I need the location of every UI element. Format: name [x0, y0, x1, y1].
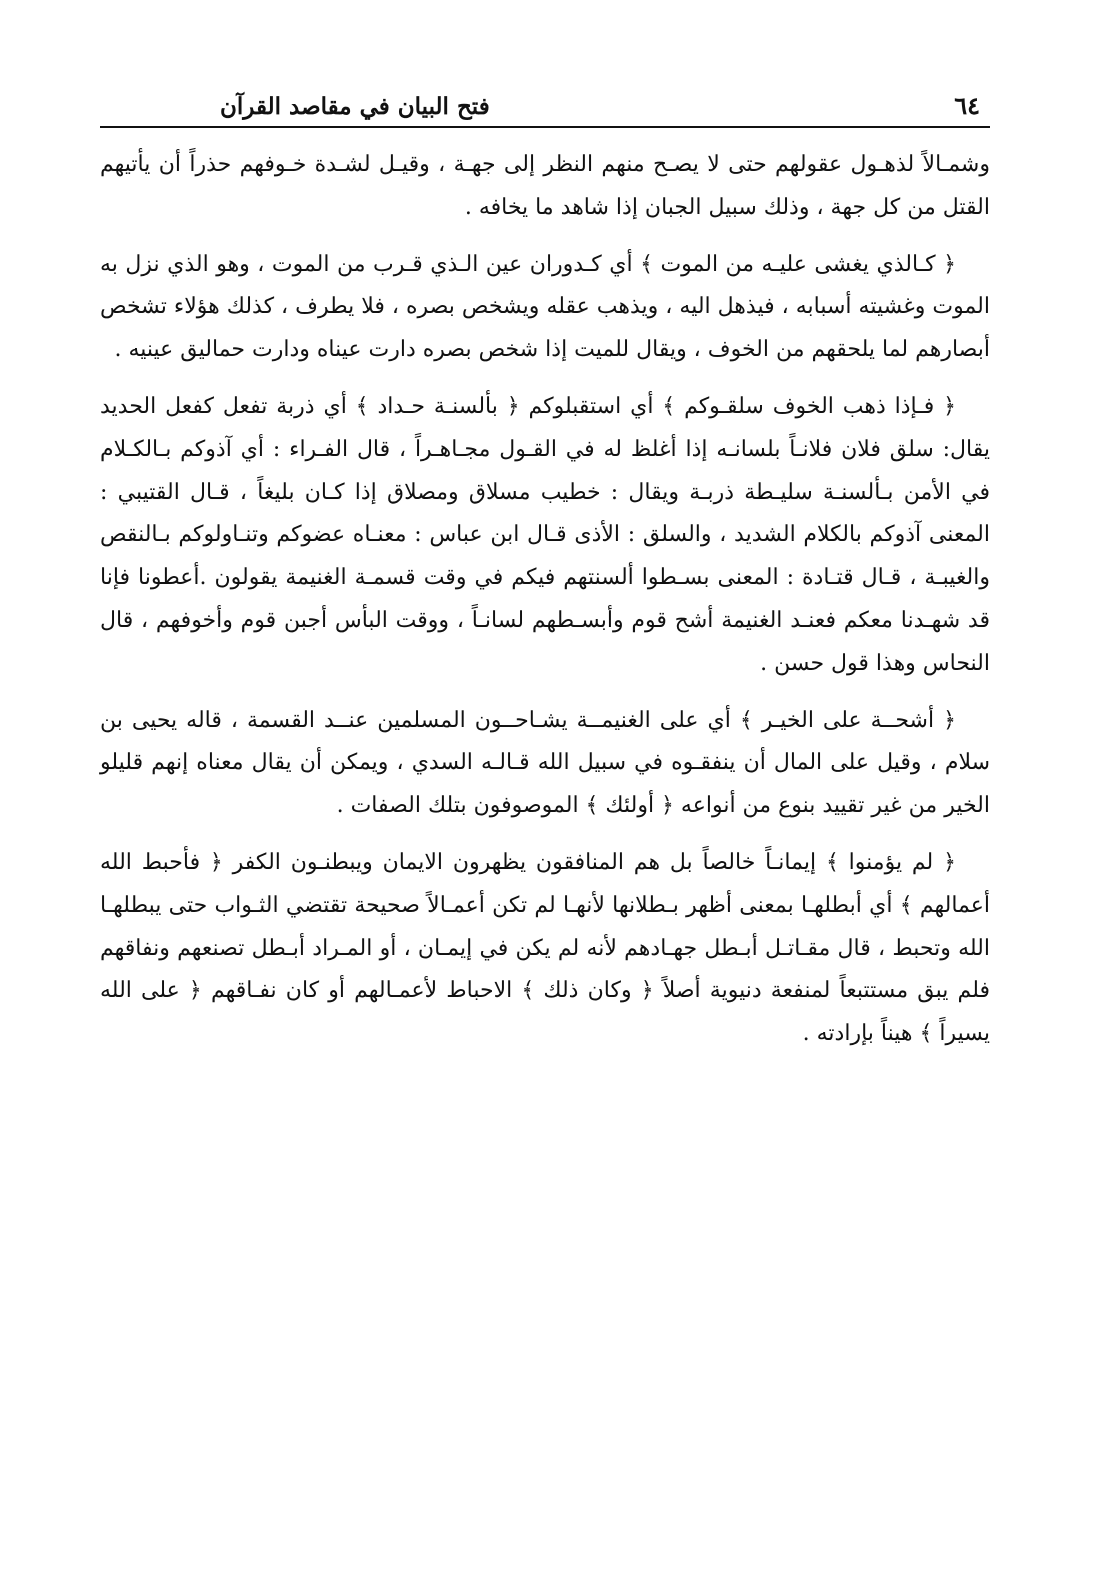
paragraph: ﴿ فـإذا ذهب الخوف سلقـوكم ﴾ أي استقبلوكم ﴿ بألسنـة حـداد ﴾ أي ذربة تفعل كفعل الحديد يقال: سلق فلان فلانـاً بلسانـه إذا أغلظ له في القـول مجـاهـراً ، قال الفـراء : أي آذوكم بـالكـلام في الأمن بـألسنـة سليـطة ذربـة ويقال : خطيب مسلاق ومصلاق إذا كـان بليغاً ، قـال القتيبي : المعنى آذوكم بالكلام الشديد ، والسلق : الأذى قـال ابن عباس : معنـاه عضوكم وتنـاولوكم بـالنقص والغيبـة ، قـال قتـادة : المعنى بسـطوا ألسنتهم فيكم في وقت قسمـة الغنيمة يقولون .أعطونا فإنا قد شهـدنا معكم فعنـد الغنيمة أشح قوم وأبسـطهم لسانـاً ، ووقت البأس أجبن قوم وأخوفهم ، قال النحاس وهذا قول حسن .: [100, 393, 990, 676]
page-body: [100, 144, 990, 1056]
book-title: فتح البيان في مقاصد القرآن: [220, 93, 490, 120]
page-number: ٦٤: [954, 91, 980, 120]
book-page: [100, 78, 990, 1518]
paragraph: ﴿ لم يؤمنوا ﴾ إيمانـاً خالصاً بل هم المنافقون يظهرون الايمان ويبطنـون الكفر ﴿ فأحبط الله أعمالهم ﴾ أي أبطلهـا بمعنى أظهر بـطلانها لأنهـا لم تكن أعمـالاً صحيحة تقتضي الثـواب حتى يبطلهـا الله وتحبط ، قال مقـاتـل أبـطل جهـادهم لأنه لم يكن في إيمـان ، أو المـراد أبـطل تصنعهم ونفاقهم فلم يبق مستتبعاً لمنفعة دنيوية أصلاً ﴿ وكان ذلك ﴾ الاحباط لأعمـالهم أو كان نفـاقهم ﴿ على الله يسيراً ﴾ هيناً بإرادته .: [100, 849, 990, 1047]
paragraph-continuation: وشمـالاً لذهـول عقولهم حتى لا يصـح منهم النظر إلى جهـة ، وقيـل لشـدة خـوفهم حذراً أن يأتيهم القتل من كل جهة ، وذلك سبيل الجبان إذا شاهد ما يخافه .: [100, 152, 990, 220]
paragraph: ﴿ كـالذي يغشى عليـه من الموت ﴾ أي كـدوران عين الـذي قـرب من الموت ، وهو الذي نزل به الموت وغشيته أسبابه ، فيذهل اليه ، ويذهب عقله ويشخص بصره ، فلا يطرف ، كذلك هؤلاء تشخص أبصارهم لما يلحقهم من الخوف ، ويقال للميت إذا شخص بصره دارت عيناه ودارت حماليق عينيه .: [100, 251, 990, 363]
page-header: [100, 78, 990, 128]
paragraph: ﴿ أشحــة على الخيـر ﴾ أي على الغنيمــة يشـاحــون المسلمين عنــد القسمة ، قاله يحيى بن سلام ، وقيل على المال أن ينفقـوه في سبيل الله قـالـه السدي ، ويمكن أن يقال معناه إنهم قليلو الخير من غير تقييد بنوع من أنواعه ﴿ أولئك ﴾ الموصوفون بتلك الصفات .: [100, 707, 990, 819]
